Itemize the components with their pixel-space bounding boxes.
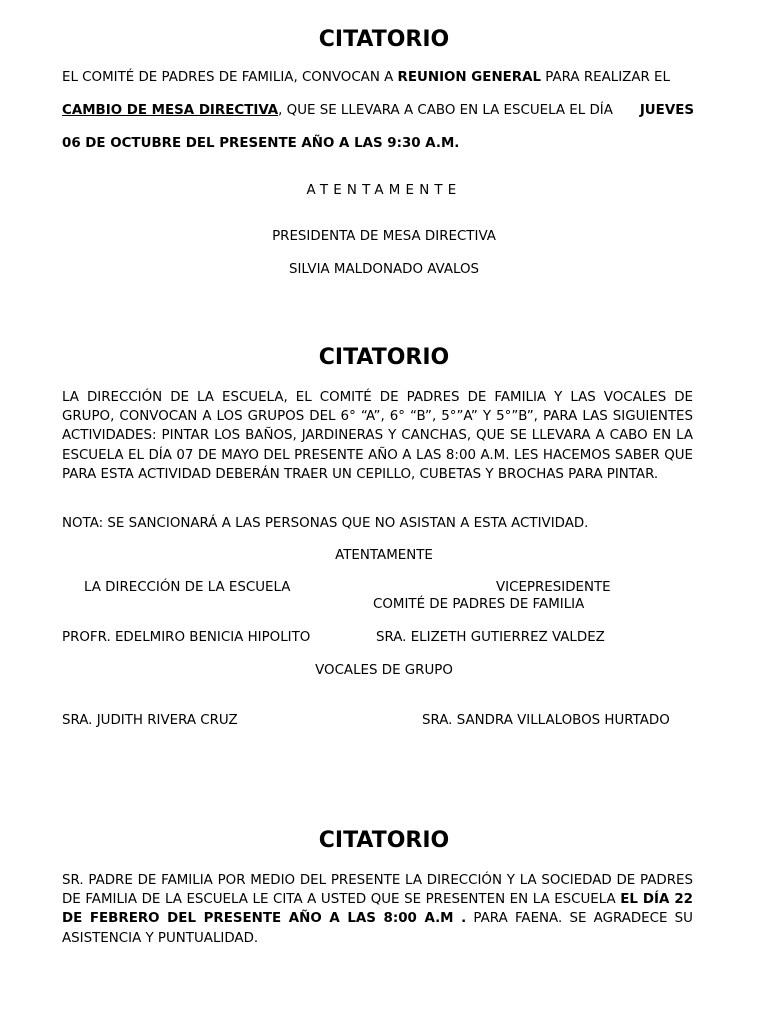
citatorio-3-text: SR. PADRE DE FAMILIA POR MEDIO DEL PRESENTE LA DIRECCIÓN Y LA SOCIEDAD DE PADRES DE FAMILIA DE LA ESCUELA LE CITA A USTED QUE SE PRESENTEN EN LA ESCUELA xyxy=(62,873,693,908)
citatorio-1-closing: ATENTAMENTE xyxy=(306,183,462,198)
citatorio-2-signer-left-name: PROFR. EDELMIRO BENICIA HIPOLITO xyxy=(62,630,311,645)
citatorio-1-line-1 xyxy=(62,70,694,85)
citatorio-2-vocal-right: SRA. SANDRA VILLALOBOS HURTADO xyxy=(422,713,670,728)
citatorio-3-text: PARA FAENA. SE AGRADECE SU ASISTENCIA Y PUNTUALIDAD. xyxy=(62,911,693,946)
citatorio-1-text: , QUE SE LLEVARA A CABO EN LA ESCUELA EL DÍA xyxy=(278,103,613,118)
citatorio-2-closing: ATENTAMENTE xyxy=(335,548,433,563)
citatorio-2-signer-right-name: SRA. ELIZETH GUTIERREZ VALDEZ xyxy=(376,630,605,645)
citatorio-1-line-3: 06 DE OCTUBRE DEL PRESENTE AÑO A LAS 9:30 A.M. xyxy=(62,136,460,151)
citatorio-1-text: PARA REALIZAR EL xyxy=(541,70,670,85)
citatorio-2-signer-right-committee: COMITÉ DE PADRES DE FAMILIA xyxy=(373,597,585,612)
citatorio-3-bold-text: EL DÍA 22 DE FEBRERO DEL PRESENTE AÑO A LAS 8:00 A.M . xyxy=(62,892,693,927)
citatorio-1-title: CITATORIO xyxy=(318,27,450,52)
citatorio-1-underlined-text: CAMBIO DE MESA DIRECTIVA xyxy=(62,103,279,118)
citatorio-1-bold-text: REUNION GENERAL xyxy=(397,70,542,85)
citatorio-1-bold-text: JUEVES xyxy=(639,103,694,118)
citatorio-1-signer-name: SILVIA MALDONADO AVALOS xyxy=(288,262,480,277)
citatorio-1-line-2 xyxy=(62,103,694,118)
citatorio-3-title: CITATORIO xyxy=(318,828,450,853)
citatorio-2-signer-left-role: LA DIRECCIÓN DE LA ESCUELA xyxy=(84,580,291,595)
citatorio-2-group-heading: VOCALES DE GRUPO xyxy=(315,663,453,678)
citatorio-2-title: CITATORIO xyxy=(318,345,450,370)
citatorio-1-signer-role: PRESIDENTA DE MESA DIRECTIVA xyxy=(272,229,496,244)
citatorio-2-note: NOTA: SE SANCIONARÁ A LAS PERSONAS QUE NO ASISTAN A ESTA ACTIVIDAD. xyxy=(62,516,589,531)
citatorio-2-body: LA DIRECCIÓN DE LA ESCUELA, EL COMITÉ DE PADRES DE FAMILIA Y LAS VOCALES DE GRUPO, CONVOCAN A LOS GRUPOS DEL 6° “A”, 6° “B”, 5°”A” Y 5°”B”, PARA LAS SIGUIENTES ACTIVIDADES: PINTAR LOS BAÑOS, JARDINERAS Y CANCHAS, QUE SE LLEVARA A CABO EN LA ESCUELA EL DÍA 07 DE MAYO DEL PRESENTE AÑO A LAS 8:00 A.M. LES HACEMOS SABER QUE PARA ESTA ACTIVIDAD DEBERÁN TRAER UN CEPILLO, CUBETAS Y BROCHAS PARA PINTAR. xyxy=(62,390,693,482)
citatorio-2-vocal-left: SRA. JUDITH RIVERA CRUZ xyxy=(62,713,238,728)
citatorio-1-text: EL COMITÉ DE PADRES DE FAMILIA, CONVOCAN A xyxy=(62,70,398,85)
citatorio-3-body xyxy=(62,871,693,948)
citatorio-2-signer-right-role: VICEPRESIDENTE xyxy=(496,580,611,595)
